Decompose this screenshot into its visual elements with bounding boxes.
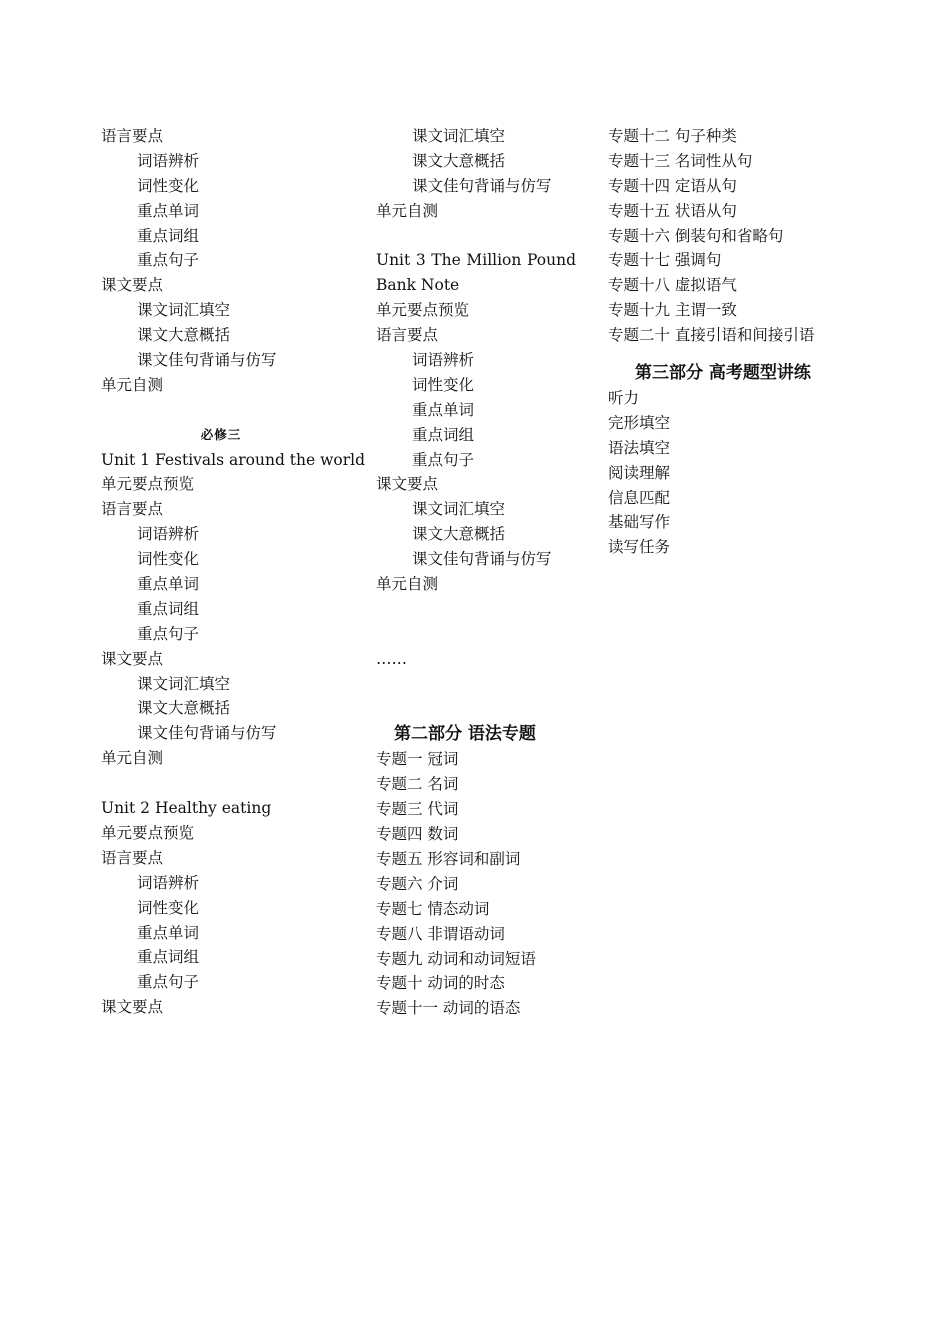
topic-entry: 专题九 动词和动词短语 bbox=[376, 949, 536, 968]
toc-subentry: 重点词组 bbox=[137, 599, 200, 618]
part3-heading: 第三部分 高考题型讲练 bbox=[635, 363, 811, 384]
topic-entry: 专题十二 句子种类 bbox=[608, 127, 737, 145]
spacer bbox=[376, 622, 576, 647]
toc-entry: 单元自测 bbox=[101, 749, 164, 768]
spacer bbox=[101, 398, 351, 423]
toc-entry: 单元要点预览 bbox=[101, 475, 195, 494]
toc-subentry: 课文词汇填空 bbox=[412, 127, 506, 145]
toc-subentry: 课文佳句背诵与仿写 bbox=[412, 176, 552, 195]
unit-title: Unit 1 Festivals around the world bbox=[101, 450, 365, 469]
topic-entry: 专题十三 名词性从句 bbox=[608, 151, 753, 170]
topic-entry: 专题十九 主谓一致 bbox=[608, 301, 737, 320]
toc-subentry: 重点词组 bbox=[137, 948, 200, 967]
task-entry: 听力 bbox=[608, 389, 640, 408]
toc-entry: 语言要点 bbox=[101, 848, 164, 867]
toc-entry: 语言要点 bbox=[376, 326, 439, 345]
task-entry: 信息匹配 bbox=[608, 488, 671, 507]
toc-subentry: 重点词组 bbox=[412, 425, 475, 444]
toc-entry: 课文要点 bbox=[101, 276, 164, 295]
toc-entry: 单元要点预览 bbox=[376, 301, 470, 320]
toc-column-3 bbox=[608, 124, 868, 560]
ellipsis: …… bbox=[376, 649, 407, 668]
toc-entry: 单元自测 bbox=[376, 575, 439, 594]
unit-title: Unit 3 The Million Pound bbox=[376, 251, 576, 270]
toc-entry: 课文要点 bbox=[101, 649, 164, 668]
spacer bbox=[376, 672, 576, 697]
toc-subentry: 课文大意概括 bbox=[137, 326, 231, 345]
task-entry: 读写任务 bbox=[608, 538, 671, 557]
topic-entry: 专题十 动词的时态 bbox=[376, 974, 505, 993]
task-entry: 阅读理解 bbox=[608, 463, 671, 482]
toc-subentry: 重点句子 bbox=[137, 251, 200, 270]
topic-entry: 专题七 情态动词 bbox=[376, 899, 490, 918]
spacer bbox=[376, 224, 576, 249]
book-title: 必修三 bbox=[200, 426, 242, 442]
spacer bbox=[376, 696, 576, 721]
toc-subentry: 重点句子 bbox=[412, 450, 475, 469]
task-entry: 完形填空 bbox=[608, 413, 671, 432]
toc-subentry: 词语辨析 bbox=[137, 873, 200, 892]
toc-column-1 bbox=[101, 124, 365, 1020]
toc-subentry: 课文佳句背诵与仿写 bbox=[137, 351, 277, 370]
topic-entry: 专题八 非谓语动词 bbox=[376, 924, 505, 943]
unit-title: Unit 2 Healthy eating bbox=[101, 799, 272, 818]
topic-entry: 专题一 冠词 bbox=[376, 750, 459, 769]
toc-subentry: 课文大意概括 bbox=[412, 151, 506, 170]
toc-subentry: 重点句子 bbox=[137, 624, 200, 643]
toc-subentry: 词语辨析 bbox=[137, 525, 200, 544]
toc-subentry: 课文词汇填空 bbox=[412, 500, 506, 519]
spacer bbox=[376, 597, 576, 622]
task-entry: 语法填空 bbox=[608, 438, 671, 457]
toc-column-2 bbox=[376, 124, 576, 1021]
toc-subentry: 重点单词 bbox=[137, 923, 200, 942]
toc-entry: 单元要点预览 bbox=[101, 823, 195, 842]
toc-subentry: 课文词汇填空 bbox=[137, 301, 231, 320]
toc-entry: 单元自测 bbox=[376, 201, 439, 220]
topic-entry: 专题十六 倒装句和省略句 bbox=[608, 226, 784, 245]
toc-subentry: 重点单词 bbox=[412, 400, 475, 419]
topic-entry: 专题十八 虚拟语气 bbox=[608, 276, 737, 295]
topic-entry: 专题四 数词 bbox=[376, 825, 459, 844]
toc-subentry: 课文词汇填空 bbox=[137, 674, 231, 693]
toc-subentry: 词性变化 bbox=[137, 550, 200, 569]
topic-entry: 专题六 介词 bbox=[376, 874, 459, 893]
unit-title-cont: Bank Note bbox=[376, 276, 460, 295]
spacer bbox=[101, 771, 351, 796]
toc-subentry: 课文佳句背诵与仿写 bbox=[412, 550, 552, 569]
toc-subentry: 课文大意概括 bbox=[137, 699, 231, 718]
toc-subentry: 词语辨析 bbox=[137, 151, 200, 170]
toc-subentry: 课文大意概括 bbox=[412, 525, 506, 544]
toc-subentry: 词语辨析 bbox=[412, 351, 475, 370]
toc-subentry: 词性变化 bbox=[137, 176, 200, 195]
toc-subentry: 词性变化 bbox=[412, 375, 475, 394]
toc-subentry: 词性变化 bbox=[137, 898, 200, 917]
spacer bbox=[608, 348, 868, 360]
topic-entry: 专题十五 状语从句 bbox=[608, 201, 737, 220]
topic-entry: 专题三 代词 bbox=[376, 800, 459, 819]
toc-subentry: 课文佳句背诵与仿写 bbox=[137, 724, 277, 743]
toc-subentry: 重点单词 bbox=[137, 575, 200, 594]
topic-entry: 专题二 名词 bbox=[376, 775, 459, 794]
toc-entry: 课文要点 bbox=[101, 998, 164, 1017]
task-entry: 基础写作 bbox=[608, 513, 671, 532]
toc-entry: 语言要点 bbox=[101, 500, 164, 519]
topic-entry: 专题五 形容词和副词 bbox=[376, 849, 521, 868]
topic-entry: 专题十七 强调句 bbox=[608, 251, 722, 270]
topic-entry: 专题十一 动词的语态 bbox=[376, 999, 521, 1018]
toc-subentry: 重点句子 bbox=[137, 973, 200, 992]
part2-heading: 第二部分 语法专题 bbox=[394, 724, 536, 745]
toc-subentry: 重点词组 bbox=[137, 226, 200, 245]
topic-entry: 专题二十 直接引语和间接引语 bbox=[608, 326, 815, 345]
toc-subentry: 重点单词 bbox=[137, 201, 200, 220]
topic-entry: 专题十四 定语从句 bbox=[608, 176, 737, 195]
toc-entry: 课文要点 bbox=[376, 475, 439, 494]
toc-entry: 单元自测 bbox=[101, 375, 164, 394]
toc-entry: 语言要点 bbox=[101, 127, 164, 145]
